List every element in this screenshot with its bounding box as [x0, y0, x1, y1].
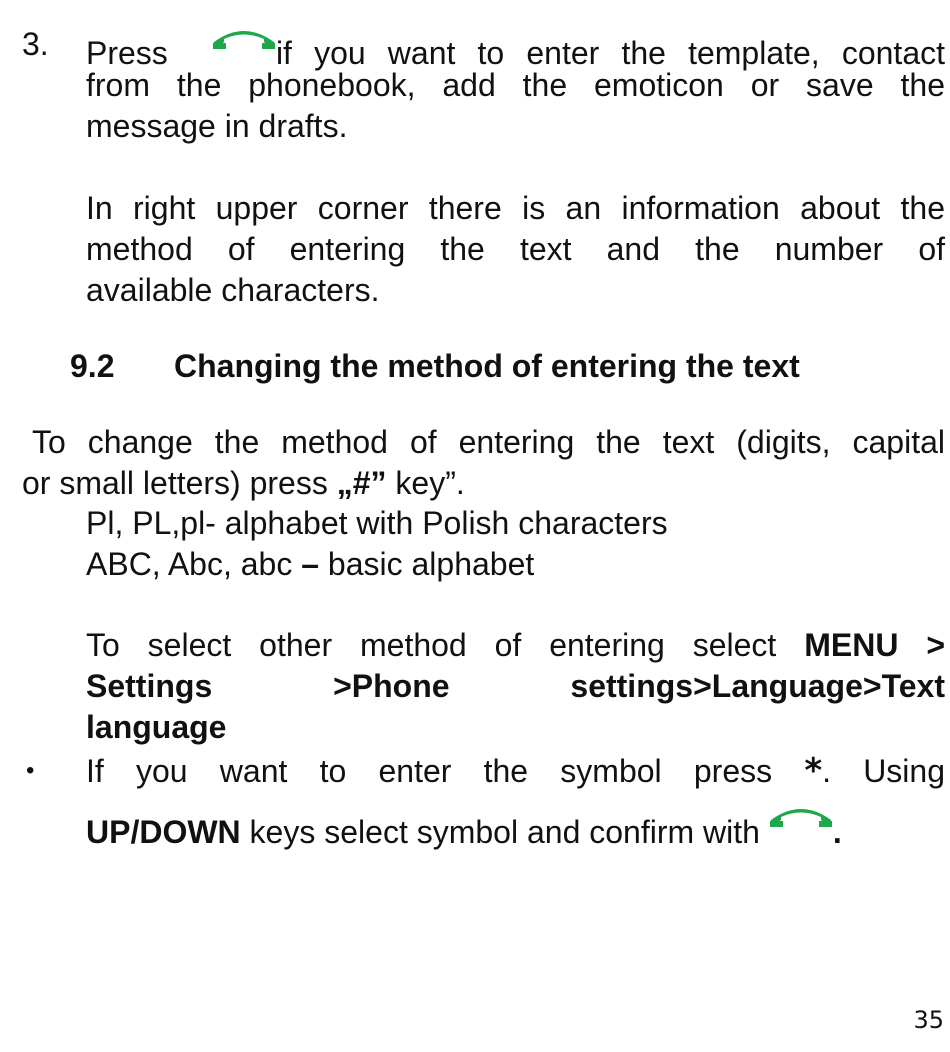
star-key: * [804, 751, 823, 791]
green-phone-confirm-icon [769, 801, 833, 829]
symbol-line1-b: . Using [822, 753, 945, 789]
updown-keys: UP/DOWN [86, 814, 241, 850]
path-settings-language-text: settings>Language>Text [570, 668, 945, 704]
page-number: 35 [913, 1006, 944, 1034]
symbol-period: . [832, 814, 842, 850]
section-number: 9.2 [70, 348, 115, 384]
symbol-line1-a: If you want to enter the symbol press [86, 753, 773, 789]
item3-line1-rest: if you want to enter the template, contact [275, 35, 946, 71]
select-line2 [86, 666, 945, 706]
bullet: • [26, 757, 35, 784]
change-line2-b: key”. [386, 465, 465, 501]
select-prefix: To select other method of entering select [86, 627, 777, 663]
mode-basic-b: basic alphabet [319, 546, 535, 582]
change-line2-a: or small letters) press [22, 465, 337, 501]
symbol-line2 [86, 801, 842, 852]
mode-basic-dash: – [301, 546, 320, 582]
hash-key: „#” [336, 465, 387, 501]
symbol-line2-text: keys select symbol and confirm with [240, 814, 769, 850]
select-line1 [86, 625, 945, 665]
info-line1: In right upper corner there is an information about the [86, 190, 945, 226]
mode-polish: Pl, PL,pl- alphabet with Polish characters [86, 505, 668, 541]
change-line1: To change the method of entering the text (digits, capital [32, 424, 945, 460]
info-line3: available characters. [86, 272, 380, 308]
change-line2 [22, 463, 465, 503]
section-title: Changing the method of entering the text [174, 348, 800, 384]
green-phone-call-icon [212, 24, 276, 50]
select-line3: language [86, 709, 227, 745]
info-line2: method of entering the text and the number of [86, 231, 945, 267]
press-word: Press [86, 35, 168, 71]
mode-basic-a: ABC, Abc, abc [86, 546, 302, 582]
item3-line2: from the phonebook, add the emoticon or save the [86, 67, 945, 103]
symbol-line1 [86, 751, 945, 791]
item-number: 3. [22, 26, 49, 62]
mode-basic [86, 544, 534, 584]
path-phone: >Phone [333, 668, 450, 704]
path-settings: Settings [86, 668, 213, 704]
item3-line3: message in drafts. [86, 108, 348, 144]
menu-path-start: MENU > [804, 627, 946, 663]
